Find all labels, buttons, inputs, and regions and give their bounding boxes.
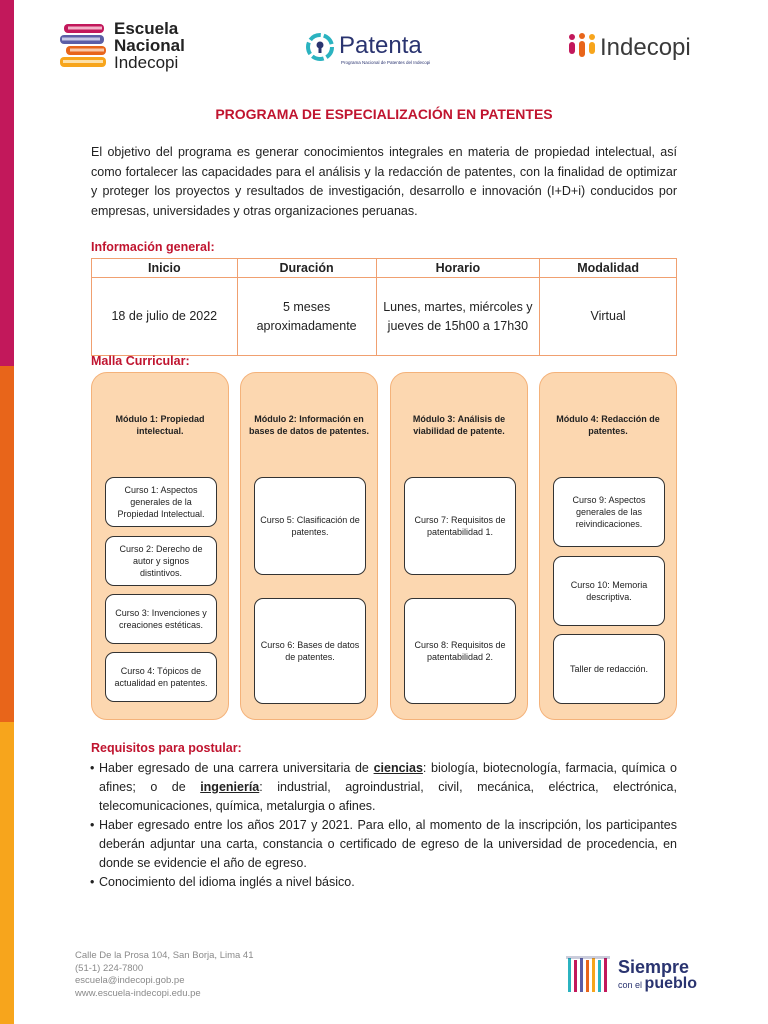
course-7-box: Curso 7: Requisitos de patentabilidad 1.: [404, 477, 516, 575]
module-1-title: Módulo 1: Propiedad intelectual.: [115, 414, 205, 436]
indecopi-logo-name: Indecopi: [600, 34, 691, 61]
patenta-logo: [305, 30, 455, 70]
malla-curricular: [91, 372, 677, 720]
info-header-modalidad: Modalidad: [540, 259, 677, 278]
indecopi-logo: [566, 30, 706, 70]
module-3-column: [390, 372, 528, 720]
siempre-bars-icon: [566, 954, 614, 998]
requisito-egreso: • Haber egresado entre los años 2017 y 2021. Para ello, al momento de la inscripción, los participantes deberán adjuntar una carta, constancia o certificado de egreso de la universidad de procedencia, en donde se evidencie el año de egreso.: [91, 816, 677, 873]
module-3-title: Módulo 3: Análisis de viabilidad de patente.: [412, 414, 506, 436]
course-8-box: Curso 8: Requisitos de patentabilidad 2.: [404, 598, 516, 704]
side-bar-orange: [0, 366, 14, 722]
info-table: [91, 258, 677, 356]
side-bar-magenta: [0, 0, 14, 366]
escuela-logo-line2: Nacional: [114, 36, 185, 55]
requisito-carrera-text-a: Haber egresado de una carrera universitaria de: [99, 761, 374, 775]
slogan-line1: Siempre: [618, 957, 690, 977]
requisito-carrera: [91, 759, 677, 816]
escuela-logo-line1: Escuela: [114, 19, 179, 38]
books-icon: [58, 22, 112, 72]
course-5-box: Curso 5: Clasificación de patentes.: [254, 477, 366, 575]
module-2-column: [240, 372, 378, 720]
course-3-box: Curso 3: Invenciones y creaciones estéticas.: [105, 594, 217, 644]
keyword-ingenieria: ingeniería: [200, 780, 260, 794]
info-header-duracion: Duración: [237, 259, 376, 278]
info-header-inicio: Inicio: [92, 259, 238, 278]
course-4-box: Curso 4: Tópicos de actualidad en patentes.: [105, 652, 217, 702]
taller-box: Taller de redacción.: [553, 634, 665, 704]
keyword-ciencias: ciencias: [373, 761, 423, 775]
requisito-carrera-text-c: : industrial, agroindustrial, civil, mecánica, eléctrica, electrónica, telecomunicaciones, química, metalurgia o afines.: [99, 780, 677, 813]
info-table-header-row: [92, 259, 677, 278]
footer-contact: [75, 950, 254, 1000]
indecopi-mark-icon: [566, 32, 598, 62]
footer-email: escuela@indecopi.gob.pe: [75, 975, 185, 986]
intro-paragraph: El objetivo del programa es generar conocimientos integrales en materia de propiedad intelectual, así como fortalecer las capacidades para el análisis y la redacción de patentes, con la finalidad de optimizar y proteger los proyectos y resultados de investigación, desarrollo e innovación (I+D+i) conducidos por empresas, universidades y otras organizaciones peruanas.: [91, 145, 677, 218]
patenta-logo-name: Patenta: [339, 32, 422, 59]
info-header-horario: Horario: [376, 259, 540, 278]
module-4-column: [539, 372, 677, 720]
escuela-logo-line3: Indecopi: [114, 53, 179, 72]
info-value-inicio: 18 de julio de 2022: [92, 278, 238, 356]
patenta-logo-tagline: Programa Nacional de Patentes del Indecopi: [341, 60, 431, 65]
info-value-horario: Lunes, martes, miércoles y jueves de 15h00 a 17h30: [376, 278, 540, 356]
footer-address: Calle De la Prosa 104, San Borja, Lima 41: [75, 950, 254, 961]
module-4-title: Módulo 4: Redacción de patentes.: [556, 414, 660, 436]
slogan-line2b: pueblo: [644, 975, 697, 992]
side-bar-yellow: [0, 722, 14, 1024]
siempre-con-el-pueblo-logo: [566, 952, 706, 998]
info-value-duracion: 5 meses aproximadamente: [237, 278, 376, 356]
page-title: PROGRAMA DE ESPECIALIZACIÓN EN PATENTES: [215, 106, 553, 122]
footer-phone: (51-1) 224-7800: [75, 962, 144, 974]
requisito-ingles: • Conocimiento del idioma inglés a nivel básico.: [91, 873, 677, 892]
module-2-title: Módulo 2: Información en bases de datos de patentes.: [248, 414, 370, 436]
course-9-box: Curso 9: Aspectos generales de las reivindicaciones.: [553, 477, 665, 547]
requisitos-heading: Requisitos para postular:: [91, 741, 242, 755]
patenta-ring-icon: [305, 32, 335, 62]
malla-heading: Malla Curricular:: [91, 354, 190, 368]
requisito-carrera-text-b: : biología, biotecnología, farmacia, química o afines; o de: [99, 761, 677, 794]
course-2-box: Curso 2: Derecho de autor y signos distintivos.: [105, 536, 217, 586]
info-table-row: [92, 278, 677, 356]
course-10-box: Curso 10: Memoria descriptiva.: [553, 556, 665, 626]
footer-website: www.escuela-indecopi.edu.pe: [75, 987, 201, 999]
course-1-box: Curso 1: Aspectos generales de la Propiedad Intelectual.: [105, 477, 217, 527]
info-value-modalidad: Virtual: [540, 278, 677, 356]
info-heading: Información general:: [91, 240, 215, 254]
requisitos-list: [91, 759, 677, 892]
slogan-line2a: con el: [618, 980, 643, 990]
module-1-column: [91, 372, 229, 720]
slogan-line2: [618, 977, 697, 992]
course-6-box: Curso 6: Bases de datos de patentes.: [254, 598, 366, 704]
escuela-nacional-logo: [58, 20, 208, 74]
